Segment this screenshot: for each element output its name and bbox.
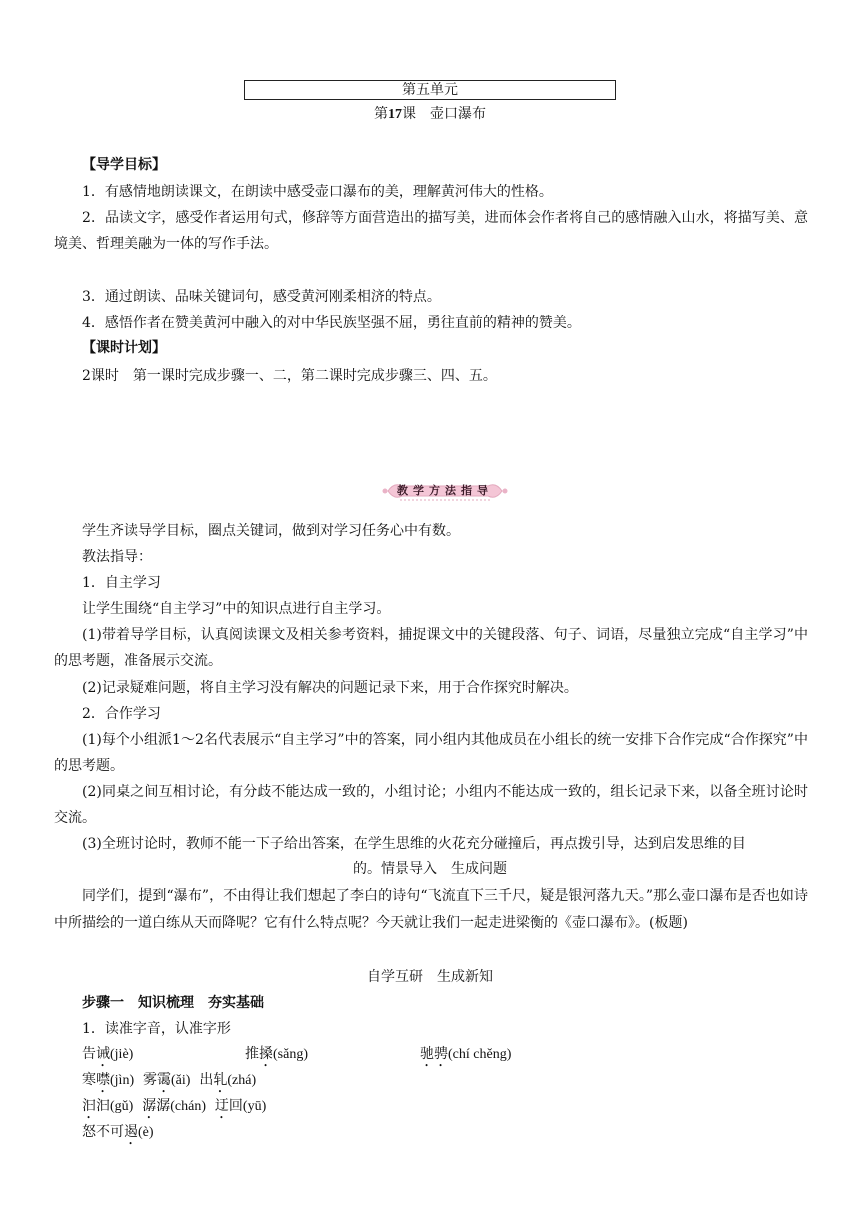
section-2-item-2: (2)同桌之间互相讨论，有分歧不能达成一致的，小组讨论；小组内不能达成一致的，组长记录下来，以备全班讨论时交流。	[54, 784, 808, 826]
vocab-item: 怒不可遏(è)	[82, 1124, 154, 1140]
vocab-item: 潺潺(chán)	[142, 1098, 206, 1114]
step-1-title: 步骤一 知识梳理 夯实基础	[82, 995, 264, 1011]
vocab-item: 告诫(jiè)	[82, 1046, 134, 1062]
vocab-item: 汩汩(gǔ)	[82, 1098, 134, 1114]
plan-text: 2课时 第一课时完成步骤一、二，第二课时完成步骤三、四、五。	[82, 368, 497, 384]
section-1-intro: 让学生围绕“自主学习”中的知识点进行自主学习。	[82, 601, 391, 617]
section-title: 自学互研 生成新知	[367, 969, 493, 985]
banner-text: 教学方法指导	[397, 484, 493, 497]
section-1-title: 1．自主学习	[82, 575, 161, 591]
goal-item-1: 1．有感情地朗读课文，在朗读中感受壶口瀑布的美，理解黄河伟大的性格。	[82, 184, 553, 200]
goal-item-2: 2．品读文字，感受作者运用句式，修辞等方面营造出的描写美，进而体会作者将自己的感情融入山水，将描写美、意境美、哲理美融为一体的写作手法。	[54, 210, 808, 252]
goal-item-4: 4．感悟作者在赞美黄河中融入的对中华民族坚强不屈，勇往直前的精神的赞美。	[82, 315, 581, 331]
section-1-item-2: (2)记录疑难问题，将自主学习没有解决的问题记录下来，用于合作探究时解决。	[82, 680, 578, 696]
goal-item-3: 3．通过朗读、品味关键词句，感受黄河刚柔相济的特点。	[82, 289, 441, 305]
vocab-item: 雾霭(ǎi)	[143, 1072, 191, 1088]
step-1-subtitle: 1．读准字音，认准字形	[82, 1021, 231, 1037]
section-2-item-3-end: 的。情景导入 生成问题	[353, 861, 507, 877]
vocab-item: 出轧(zhá)	[199, 1072, 257, 1088]
section-1-item-1: (1)带着导学目标，认真阅读课文及相关参考资料，捕捉课文中的关键段落、句子、词语，尽量独立完成“自主学习”中的思考题，准备展示交流。	[54, 627, 808, 669]
guide-label: 教法指导：	[82, 549, 152, 565]
vocab-row	[82, 1095, 266, 1122]
lesson-title: 第17课 壶口瀑布	[374, 106, 486, 122]
section-2-item-3: (3)全班讨论时，教师不能一下子给出答案，在学生思维的火花充分碰撞后，再点拨引导，达到启发思维的目	[82, 836, 746, 852]
vocab-item: 推搡(sǎng)	[245, 1046, 308, 1062]
method-intro: 学生齐读导学目标，圈点关键词，做到对学习任务心中有数。	[82, 523, 460, 539]
plan-heading: 【课时计划】	[82, 340, 166, 356]
vocab-item: 驰骋(chí chěng)	[420, 1046, 512, 1062]
goals-heading: 【导学目标】	[82, 157, 166, 173]
scenario-text: 同学们，提到“瀑布”，不由得让我们想起了李白的诗句“飞流直下三千尺，疑是银河落九天。”那么壶口瀑布是否也如诗中所描绘的一道白练从天而降呢？它有什么特点呢？今天就让我们一起走进梁衡的《壶口瀑布》。(板题)	[54, 888, 808, 931]
vocab-item: 迂回(yū)	[214, 1098, 267, 1114]
vocab-row	[82, 1069, 256, 1096]
method-banner	[380, 480, 510, 502]
unit-title-box	[244, 80, 616, 100]
section-2-item-1: (1)每个小组派1～2名代表展示“自主学习”中的答案，同小组内其他成员在小组长的统一安排下合作完成“合作探究”中的思考题。	[54, 732, 808, 774]
unit-title: 第五单元	[402, 82, 458, 98]
vocab-item: 寒噤(jìn)	[82, 1072, 135, 1088]
section-2-title: 2．合作学习	[82, 706, 161, 722]
